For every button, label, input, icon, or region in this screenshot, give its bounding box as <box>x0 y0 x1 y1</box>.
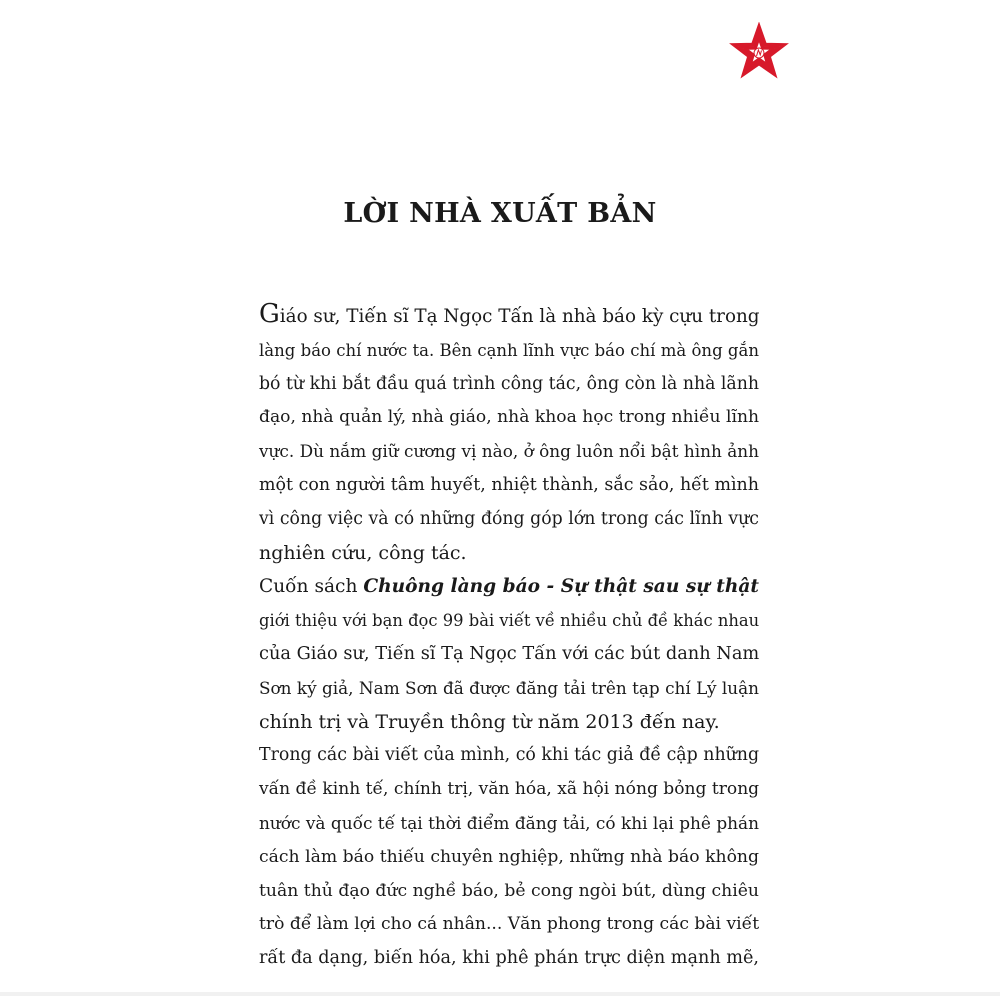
text-line: chính trị và Truyền thông từ năm 2013 đến nay. <box>259 710 720 733</box>
text-line-lead: Cuốn sách <box>259 576 364 598</box>
text-line: vấn đề kinh tế, chính trị, văn hóa, xã hội nóng bỏng trong <box>259 779 760 800</box>
page-bottom-edge <box>0 992 1000 996</box>
text-line: của Giáo sư, Tiến sĩ Tạ Ngọc Tấn với các bút danh Nam <box>259 643 760 664</box>
text-line: một con người tâm huyết, nhiệt thành, sắc sảo, hết mình <box>259 474 759 495</box>
book-title: Chuông làng báo - Sự thật sau sự thật <box>363 576 760 598</box>
text-line: Trong các bài viết của mình, có khi tác giả đề cập những <box>259 745 760 766</box>
preface-body <box>259 300 759 976</box>
page-title: LỜI NHÀ XUẤT BẢN <box>343 198 657 229</box>
text-line: nghiên cứu, công tác. <box>259 541 467 564</box>
text-line: giới thiệu với bạn đọc 99 bài viết về nhiều chủ đề khác nhau <box>259 611 760 631</box>
text-line: nước và quốc tế tại thời điểm đăng tải, có khi lại phê phán <box>259 812 760 833</box>
text-line: cách làm báo thiếu chuyên nghiệp, những nhà báo không <box>259 846 759 867</box>
paragraph-1 <box>259 300 759 570</box>
text-line: tuân thủ đạo đức nghề báo, bẻ cong ngòi bút, dùng chiêu <box>259 880 759 901</box>
text-line: trò để làm lợi cho cá nhân... Văn phong trong các bài viết <box>259 914 760 935</box>
text-line: vực. Dù nắm giữ cương vị nào, ở ông luôn nổi bật hình ảnh <box>259 441 759 462</box>
text-line-content: iáo sư, Tiến sĩ Tạ Ngọc Tấn là nhà báo kỳ cựu trong <box>279 306 760 327</box>
paragraph-3 <box>259 739 759 976</box>
drop-cap: G <box>259 299 280 329</box>
text-line: đạo, nhà quản lý, nhà giáo, nhà khoa học trong nhiều lĩnh <box>259 407 759 428</box>
text-line: Sơn ký giả, Nam Sơn đã được đăng tải trên tạp chí Lý luận <box>259 677 759 698</box>
red-star-emblem-icon <box>728 22 790 84</box>
text-line: làng báo chí nước ta. Bên cạnh lĩnh vực báo chí mà ông gắn <box>259 340 759 360</box>
text-line: vì công việc và có những đóng góp lớn trong các lĩnh vực <box>259 508 759 529</box>
text-line <box>259 570 759 604</box>
text-line: rất đa dạng, biến hóa, khi phê phán trực diện mạnh mẽ, <box>259 948 759 969</box>
text-line <box>259 300 759 334</box>
text-line: bó từ khi bắt đầu quá trình công tác, ông còn là nhà lãnh <box>259 373 759 394</box>
paragraph-2 <box>259 570 759 739</box>
